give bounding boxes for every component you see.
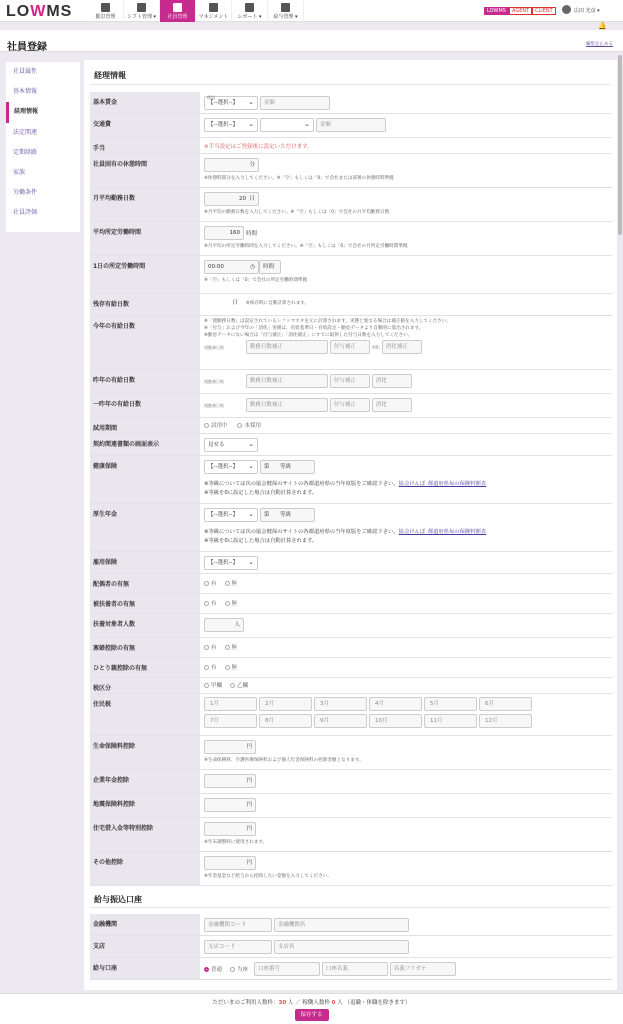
pension-grade-input[interactable]: 第 等級: [260, 508, 315, 522]
row-employment-insurance: [90, 552, 612, 574]
monthly-hours-input[interactable]: 160: [204, 226, 244, 240]
row-label: 手当: [90, 138, 200, 153]
row-contract-doc: [90, 434, 612, 456]
account-ordinary-radio[interactable]: 普通: [204, 965, 222, 973]
grant-correction-input[interactable]: 付与補正: [330, 398, 370, 412]
row-allowance: [90, 138, 612, 154]
grade-note: ※等級を0に設定した場合は自動計算されます。: [204, 538, 318, 544]
month-input[interactable]: 9月: [314, 714, 367, 728]
row-label: その他控除: [90, 852, 200, 885]
divider: [90, 84, 610, 85]
row-label: 配偶者の有無: [90, 574, 200, 593]
widow-no-radio[interactable]: 無: [225, 643, 238, 651]
unit-label: 時間: [246, 231, 258, 237]
month-input[interactable]: 6月: [479, 697, 532, 711]
row-health-insurance: [90, 456, 612, 504]
dependent-yes-radio[interactable]: 有: [204, 599, 217, 607]
health-ins-select[interactable]: 【--選択--】 ⌄: [204, 460, 258, 474]
transport-amount[interactable]: 金額: [316, 118, 386, 132]
resident-tax-months: [200, 694, 612, 735]
row-dependent: [90, 594, 612, 614]
app-logo[interactable]: LOWMS: [6, 3, 73, 20]
row-earthquake: [90, 794, 612, 818]
bell-icon[interactable]: 🔔: [598, 22, 607, 30]
row-widow: [90, 638, 612, 658]
spouse-no-radio[interactable]: 無: [225, 579, 238, 587]
row-branch: [90, 936, 612, 958]
row-label: 社員固有の休憩時間: [90, 154, 200, 187]
use-input[interactable]: 消化: [372, 374, 412, 388]
daily-hours-note: ※「空」もしくは「0」で会社の所定労働時間準拠: [204, 278, 308, 283]
branch-name-input[interactable]: 支店名: [274, 940, 409, 954]
row-spouse: [90, 574, 612, 594]
month-input[interactable]: 12月: [479, 714, 532, 728]
row-corp-pension: [90, 770, 612, 794]
row-label: 厚生年金: [90, 504, 200, 551]
row-this-year-leave: [90, 316, 612, 370]
health-grade-input[interactable]: 第 等級: [260, 460, 315, 474]
row-label: 健康保険: [90, 456, 200, 503]
row-label: 残存有給日数: [90, 294, 200, 315]
sidebar-item-evaluation[interactable]: 社員評価: [13, 209, 38, 217]
row-dependents-count: [90, 614, 612, 638]
pay-type-select[interactable]: 種別 【--選択--】 ⌄: [204, 96, 258, 110]
row-label: 昨年の有給日数: [90, 370, 200, 393]
workdays-correction-input[interactable]: 勤務日数補正: [246, 398, 328, 412]
account-holder-input[interactable]: 口座名義: [322, 962, 388, 976]
nav-employees[interactable]: 社員管理: [160, 0, 196, 22]
row-label: 生命保険料控除: [90, 736, 200, 769]
scrollbar[interactable]: [618, 55, 622, 235]
leave-note: ※「付与」および今年の「消化」実績は、有給基準日・有給設定・勤怠データより自動的に算出されます。: [204, 326, 424, 331]
row-base-pay: [90, 92, 612, 114]
use-correction-input[interactable]: 消化補正: [382, 340, 422, 354]
footer-bar: [0, 993, 623, 1024]
row-life-insurance: [90, 736, 612, 770]
row-label: 企業年金控除: [90, 770, 200, 793]
field-caption: 週勤務日数: [204, 378, 224, 384]
row-prev-year-leave: [90, 394, 612, 418]
leave-note: ※勤怠データにない場合は「付与補正」「消化補正」にすでに取得した付与日数を入力してください。: [204, 333, 413, 338]
allowance-note: ※手当設定はご登録後に設定いただけます。: [204, 144, 313, 150]
row-label: 税区分: [90, 678, 200, 693]
row-resident-tax: [90, 694, 612, 736]
base-pay-amount[interactable]: 金額: [260, 96, 330, 110]
dependents-count-input[interactable]: 人: [204, 618, 244, 632]
tax-otsu-radio[interactable]: 乙欄: [230, 681, 248, 689]
stop-edit-link[interactable]: 編集を止める: [586, 42, 613, 47]
divider: [90, 907, 610, 908]
row-label: 住宅借入金等特別控除: [90, 818, 200, 851]
row-label: 試用期間: [90, 418, 200, 433]
daily-hours-input[interactable]: 00:00 ◷: [204, 260, 259, 274]
monthly-hours-note: ※月平均の所定労働時間を入力してください。※「空」もしくは「0」で会社の月所定労働時間準拠: [204, 244, 408, 249]
nav-payroll[interactable]: 給与管理 ▾: [268, 0, 304, 22]
account-number-input[interactable]: 口座番号: [254, 962, 320, 976]
row-transport: [90, 114, 612, 138]
life-ins-note: ※生命保険料、介護医療保険料および個人年金保険料の控除金額となります。: [204, 758, 364, 763]
row-label: 契約関連書類の画面表示: [90, 434, 200, 455]
row-label: 基本賃金: [90, 92, 200, 113]
workdays-correction-input[interactable]: 勤務日数補正: [246, 374, 328, 388]
unit-label: 時間: [259, 260, 281, 274]
month-input[interactable]: 7月: [204, 714, 257, 728]
grade-note: ※等級については次の協会健保のサイトの各都道府県の当年度版をご確認下さい。: [204, 481, 399, 487]
row-housing-loan: [90, 818, 612, 852]
row-bank: [90, 914, 612, 936]
nav-management[interactable]: マネジメント: [196, 0, 232, 22]
sidebar-item-commute[interactable]: 定期経路: [13, 148, 38, 156]
monthly-days-note: ※月平均の勤務日数を入力してください。※「空」もしくは「0」で会社の月平均勤務日数: [204, 210, 390, 215]
transport-type-select[interactable]: 【--選択--】 ⌄: [204, 118, 258, 132]
monthly-days-input[interactable]: 20 日: [204, 192, 259, 206]
row-label: 今年の有給日数: [90, 316, 200, 369]
badge-lowms[interactable]: LOWMS: [484, 7, 509, 15]
row-monthly-days: [90, 188, 612, 222]
sidebar-item-family[interactable]: 家族: [13, 168, 26, 176]
sidebar-item-accounting[interactable]: 経理情報: [6, 102, 80, 122]
grant-correction-input[interactable]: 付与補正: [330, 374, 370, 388]
row-label: 地震保険料控除: [90, 794, 200, 817]
page-title: 社員登録: [7, 42, 47, 53]
report-icon: [245, 3, 254, 12]
row-label: 一昨年の有給日数: [90, 394, 200, 417]
month-input[interactable]: 2月: [259, 697, 312, 711]
row-label: 住民税: [90, 694, 200, 735]
remaining-note: ※保存時に自動計算されます。: [245, 301, 310, 306]
health-rate-link[interactable]: 協会けんぽ_都道府県毎の保険料額表: [398, 481, 487, 487]
month-input[interactable]: 8月: [259, 714, 312, 728]
bank-code-input[interactable]: 金融機関コード: [204, 918, 272, 932]
other-deduction-input[interactable]: 円: [204, 856, 256, 870]
row-trial: [90, 418, 612, 434]
housing-loan-input[interactable]: 円: [204, 822, 256, 836]
leave-note: ※「週勤務日数」は設定されているシフトマスタを元に計算されます。実態と異なる場合は補正値を入力してください。: [204, 319, 451, 324]
earthquake-input[interactable]: 円: [204, 798, 256, 812]
housing-loan-note: ※年末調整時に使用されます。: [204, 840, 268, 845]
row-label: 平均所定労働時間: [90, 222, 200, 255]
wallet-icon: [281, 3, 290, 12]
row-label: 1日の所定労働時間: [90, 256, 200, 293]
sidebar-item-legal[interactable]: 法定関連: [13, 128, 38, 136]
branch-code-input[interactable]: 支店コード: [204, 940, 272, 954]
nav-attendance[interactable]: 勤怠管理: [88, 0, 124, 22]
regular-radio[interactable]: 本採用: [237, 421, 261, 429]
row-other-deduction: [90, 852, 612, 886]
row-break: [90, 154, 612, 188]
transport-unit-select[interactable]: [260, 118, 314, 132]
month-input[interactable]: 5月: [424, 697, 477, 711]
month-input[interactable]: 3月: [314, 697, 367, 711]
trial-radio[interactable]: 試用中: [204, 421, 228, 429]
row-single-parent: [90, 658, 612, 678]
avatar[interactable]: [562, 5, 571, 14]
badge-client[interactable]: CLIENT: [532, 7, 556, 15]
bank-name-input[interactable]: 金融機関名: [274, 918, 409, 932]
grade-note: ※等級については次の協会健保のサイトの各都道府県の当年度版をご確認下さい。: [204, 529, 399, 535]
row-label: 被扶養者の有無: [90, 594, 200, 613]
pension-select[interactable]: 【--選択--】 ⌄: [204, 508, 258, 522]
month-input[interactable]: 11月: [424, 714, 477, 728]
single-parent-yes-radio[interactable]: 有: [204, 663, 217, 671]
calendar-icon: [137, 3, 146, 12]
field-caption: 週勤務日数: [204, 402, 224, 408]
row-label: 扶養対象者人数: [90, 614, 200, 637]
break-minutes-input[interactable]: 分: [204, 158, 259, 172]
row-label: 月平均勤務日数: [90, 188, 200, 221]
unit-label: 日: [232, 300, 238, 306]
account-kana-input[interactable]: 名義フリガナ: [390, 962, 456, 976]
chart-icon: [209, 3, 218, 12]
contract-doc-select[interactable]: 見せる ⌄: [204, 438, 258, 452]
row-label: 金融機関: [90, 914, 200, 935]
row-label: 支店: [90, 936, 200, 957]
field-caption: 週勤務日数: [204, 344, 224, 350]
row-daily-hours: [90, 256, 612, 294]
month-input[interactable]: 4月: [369, 697, 422, 711]
row-label: ひとり親控除の有無: [90, 658, 200, 677]
single-parent-no-radio[interactable]: 無: [225, 663, 238, 671]
row-account: [90, 958, 612, 980]
life-ins-input[interactable]: 円: [204, 740, 256, 754]
month-input[interactable]: 10月: [369, 714, 422, 728]
row-remaining-leave: [90, 294, 612, 316]
row-label: 交通費: [90, 114, 200, 137]
top-nav: [0, 0, 623, 22]
user-menu[interactable]: 広田 光彦 ▾: [574, 8, 600, 14]
save-button[interactable]: 保存する: [295, 1009, 329, 1021]
sidebar-item-labor[interactable]: 労働条件: [13, 189, 38, 197]
section-title-bank: 給与振込口座: [94, 895, 142, 904]
sidebar-item-basic[interactable]: 基本情報: [13, 88, 38, 96]
row-pension: [90, 504, 612, 552]
dependent-no-radio[interactable]: 無: [225, 599, 238, 607]
nav-shift[interactable]: シフト管理 ▾: [124, 0, 160, 22]
field-caption: 消化: [371, 344, 380, 350]
main-panel: [84, 60, 617, 990]
break-note: ※休憩時間分を入力してください。※「空」もしくは「0」で会社または部署の休憩時間準拠: [204, 176, 394, 181]
clock-icon: ◷: [250, 264, 255, 270]
page-header: [0, 30, 623, 52]
other-deduction-note: ※年金基金など給与から控除したい金額を入力してください。: [204, 874, 332, 879]
workdays-correction-input[interactable]: 勤務日数補正: [246, 340, 328, 354]
row-label: 給与口座: [90, 958, 200, 979]
pension-rate-link[interactable]: 協会けんぽ_都道府県毎の保険料額表: [398, 529, 487, 535]
grade-note: ※等級を0に設定した場合は自動計算されます。: [204, 490, 318, 496]
row-label: 雇用保険: [90, 552, 200, 573]
use-input[interactable]: 消化: [372, 398, 412, 412]
row-tax-class: [90, 678, 612, 694]
widow-yes-radio[interactable]: 有: [204, 643, 217, 651]
row-last-year-leave: [90, 370, 612, 394]
usage-counts: ただいまのご利用人数枠：30 人 ／ 稼働人数枠 0 人 （退職・休職を除きます）: [212, 1000, 411, 1006]
nav-report[interactable]: レポート ▾: [232, 0, 268, 22]
grant-correction-input[interactable]: 付与補正: [330, 340, 370, 354]
tax-ko-radio[interactable]: 甲欄: [204, 681, 222, 689]
clipboard-icon: [101, 3, 110, 12]
spouse-yes-radio[interactable]: 有: [204, 579, 217, 587]
sidebar: [6, 62, 80, 232]
badge-agent[interactable]: AGENT: [509, 7, 532, 15]
sidebar-item-attributes[interactable]: 社員属性: [13, 68, 38, 75]
corp-pension-input[interactable]: 円: [204, 774, 256, 788]
month-input[interactable]: 1月: [204, 697, 257, 711]
row-label: 寡婦控除の有無: [90, 638, 200, 657]
section-title-accounting: 経理情報: [94, 71, 126, 80]
account-current-radio[interactable]: 当座: [230, 965, 248, 973]
users-icon: [173, 3, 182, 12]
row-monthly-hours: [90, 222, 612, 256]
employment-ins-select[interactable]: 【--選択--】 ⌄: [204, 556, 258, 570]
